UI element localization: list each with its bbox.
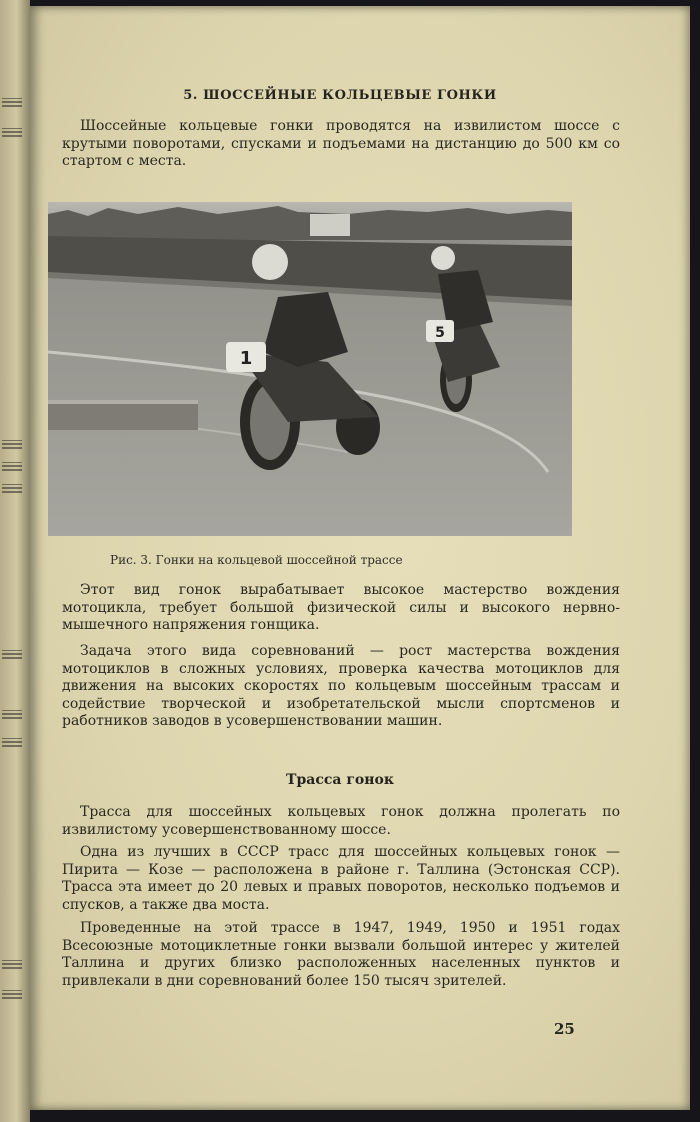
kerb-barrier: [48, 400, 198, 430]
adjacent-text-fragment: [2, 462, 22, 471]
adjacent-text-fragment: [2, 990, 22, 999]
intro-paragraph: Шоссейные кольцевые гонки проводятся на извилистом шоссе с крутыми поворотами, спусками и подъемами на дистанцию до 500 км со стартом с места.: [62, 118, 620, 169]
track-paragraph: Проведенные на этой трассе в 1947, 1949, 1950 и 1951 годах Всесоюзные мотоциклетные гонки вызвали большой интерес у жителей Таллина и других близко расположенных населенных пунктов и привлекали в дни соревнований более 150 тысяч зрителей.: [62, 920, 620, 989]
adjacent-text-fragment: [2, 960, 22, 969]
book-page: [30, 6, 690, 1110]
rear-rider-number: 5: [435, 325, 445, 341]
body-paragraph: Задача этого вида соревнований — рост мастерства вождения мотоциклов в сложных условиях, проверка качества мотоциклов для движения на высоких скоростях по кольцевым шоссейным трассам и содействие творческой и изобретательской мысли спортсменов и работников заводов в усовершенствовании машин.: [62, 643, 620, 729]
front-rider-helmet: [252, 244, 288, 280]
front-rider-number: 1: [239, 348, 253, 369]
adjacent-text-fragment: [2, 128, 22, 137]
track-paragraph: Одна из лучших в СССР трасс для шоссейных кольцевых гонок — Пирита — Козе — расположена в районе г. Таллина (Эстонская ССР). Трасса эта имеет до 20 левых и правых поворотов, несколько подъемов и спусков, а также два моста.: [62, 844, 620, 913]
adjacent-text-fragment: [2, 650, 22, 659]
adjacent-text-fragment: [2, 440, 22, 449]
track-paragraph: Трасса для шоссейных кольцевых гонок должна пролегать по извилистому усовершенствованному шоссе.: [62, 804, 620, 838]
adjacent-text-fragment: [2, 484, 22, 493]
figure-caption: Рис. 3. Гонки на кольцевой шоссейной трассе: [110, 553, 403, 567]
adjacent-text-fragment: [2, 98, 22, 107]
track-subheading: Трасса гонок: [286, 772, 394, 788]
distant-building: [310, 214, 350, 236]
race-photo: [48, 202, 572, 536]
body-paragraph: Этот вид гонок вырабатывает высокое мастерство вождения мотоцикла, требует большой физической силы и высокого нервно-мышечного напряжения гонщика.: [62, 582, 620, 633]
section-heading: 5. ШОССЕЙНЫЕ КОЛЬЦЕВЫЕ ГОНКИ: [183, 88, 497, 103]
adjacent-text-fragment: [2, 738, 22, 747]
adjacent-page-edge: [0, 0, 30, 1122]
adjacent-text-fragment: [2, 710, 22, 719]
race-photo-illustration: [48, 202, 572, 536]
rear-rider-helmet: [431, 246, 455, 270]
page-number: 25: [554, 1020, 575, 1038]
